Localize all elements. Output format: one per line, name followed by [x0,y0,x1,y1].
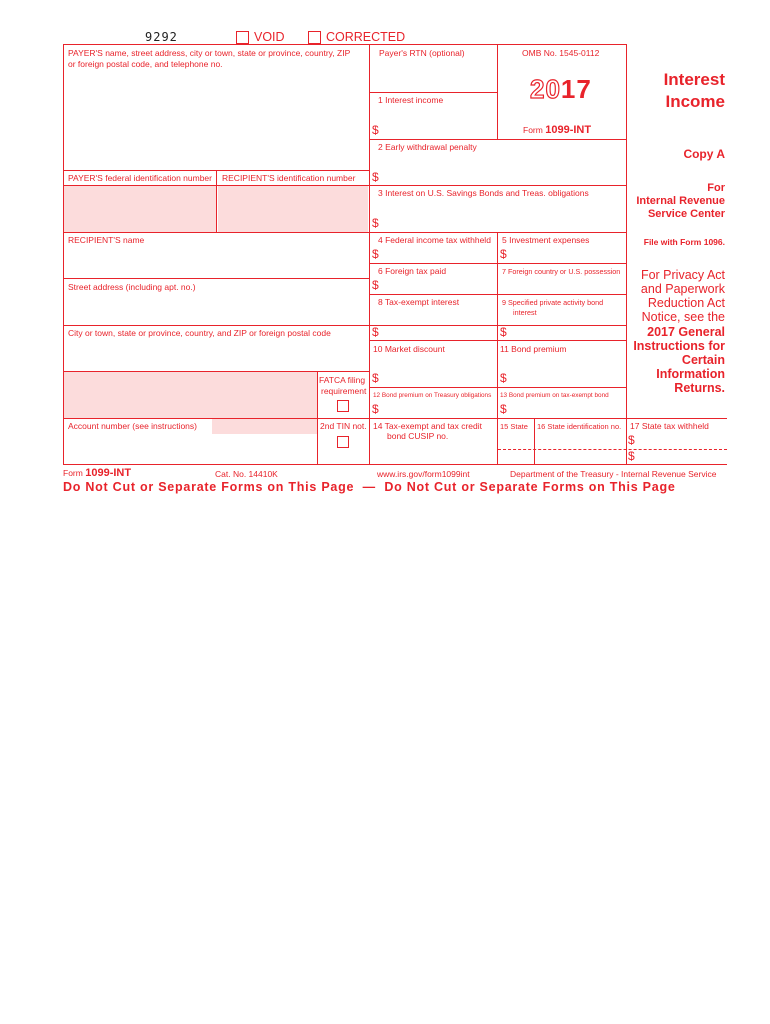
box-7-label: 7 Foreign country or U.S. possession [502,267,621,276]
payer-tin-field[interactable] [64,186,216,232]
file-with-label: File with Form 1096. [643,237,725,247]
privacy-line-2: and Paperwork [640,282,725,296]
rule [369,44,370,464]
footer-form-prefix: Form [63,468,83,478]
payer-name-label-2: or foreign postal code, and telephone no. [68,59,223,69]
box-2-dollar[interactable]: $ [372,170,379,184]
do-not-cut-warning: Do Not Cut or Separate Forms on This Page — Do Not Cut or Separate Forms on This Page [63,480,676,494]
irs-url: www.irs.gov/form1099int [377,469,470,479]
form-name [523,124,591,137]
corrected-label: CORRECTED [326,30,406,44]
box-2-label: 2 Early withdrawal penalty [378,142,477,152]
box-17-label: 17 State tax withheld [630,421,709,431]
privacy-line-3: Reduction Act [647,296,725,310]
rule [216,170,217,232]
box-9-label-2: interest [513,308,537,317]
state-divider [498,449,727,450]
form-code: 9292 [145,30,178,44]
privacy-line-7: Certain [681,353,725,367]
rule [369,340,627,341]
rule [63,325,627,326]
box-5-dollar[interactable]: $ [500,247,507,261]
recipient-tin-field[interactable] [218,186,368,232]
footer-form-name [63,467,131,479]
rule [497,232,498,464]
rule [369,185,627,186]
box-16-label: 16 State identification no. [537,422,622,431]
box-3-label: 3 Interest on U.S. Savings Bonds and Treas. obligations [378,188,589,198]
rule [63,371,369,372]
fatca-label: FATCA filing [319,375,366,385]
box-3-dollar[interactable]: $ [372,216,379,230]
recipient-id-label: RECIPIENT'S identification number [222,173,356,183]
box-12-dollar[interactable]: $ [372,402,379,416]
title-line-1: Interest [663,70,725,89]
rule-left [63,44,64,464]
shaded-block [64,372,317,418]
payer-fed-id-label: PAYER'S federal identification number [68,173,212,183]
box-5-label: 5 Investment expenses [502,235,590,245]
payer-rtn-label: Payer's RTN (optional) [379,48,465,58]
box-8-label: 8 Tax-exempt interest [378,297,460,307]
for-line-2: Internal Revenue [636,195,725,207]
box-17-dollar-1[interactable]: $ [628,433,635,447]
catalog-number: Cat. No. 14410K [215,469,278,479]
rule [63,232,627,233]
box-9-label: 9 Specified private activity bond [502,298,604,307]
for-line-1: For [707,182,725,194]
box-11-label: 11 Bond premium [500,344,567,354]
city-label: City or town, state or province, country, and ZIP or foreign postal code [68,328,331,338]
rule [369,387,627,388]
box-4-label: 4 Federal income tax withheld [378,235,491,245]
street-address-label: Street address (including apt. no.) [68,282,196,292]
rule-bottom [63,464,727,465]
box-17-dollar-2[interactable]: $ [628,449,635,463]
box-12-label: 12 Bond premium on Treasury obligations [373,392,492,399]
box-14-label-2: bond CUSIP no. [387,431,449,441]
copy-label: Copy A [683,147,725,161]
year-bold: 17 [560,74,592,104]
box-13-dollar[interactable]: $ [500,402,507,416]
box-1-label: 1 Interest income [378,95,444,105]
account-number-label: Account number (see instructions) [68,421,197,431]
recipient-name-label: RECIPIENT'S name [68,235,145,245]
box-6-dollar[interactable]: $ [372,278,379,292]
privacy-line-6: Instructions for [633,339,725,353]
second-tin-label: 2nd TIN not. [320,421,367,431]
account-number-field[interactable] [212,419,317,434]
payer-name-label: PAYER'S name, street address, city or town, state or province, country, ZIP [68,48,351,58]
rule-top [63,44,627,45]
tax-year [530,74,592,104]
box-15-label: 15 State [500,422,528,431]
box-10-label: 10 Market discount [373,344,445,354]
corrected-checkbox[interactable] [308,31,321,44]
rule [63,418,627,419]
form-prefix: Form [523,125,543,135]
rule [369,139,627,140]
privacy-line-1: For Privacy Act [640,268,725,282]
box-13-label: 13 Bond premium on tax-exempt bond [500,392,609,399]
box-8-dollar[interactable]: $ [372,325,379,339]
box-11-dollar[interactable]: $ [500,371,507,385]
void-checkbox[interactable] [236,31,249,44]
footer-form-number: 1099-INT [85,467,132,479]
privacy-line-5: 2017 General [647,325,725,339]
rule [534,418,535,464]
rule [317,371,318,464]
for-line-3: Service Center [647,208,725,220]
void-label: VOID [254,30,285,44]
box-9-dollar[interactable]: $ [500,325,507,339]
box-1-dollar[interactable]: $ [372,123,379,137]
year-outline: 20 [530,74,561,104]
rule [369,92,497,93]
rule [627,418,727,419]
fatca-label-2: requirement [321,386,367,396]
box-4-dollar[interactable]: $ [372,247,379,261]
box-6-label: 6 Foreign tax paid [378,266,447,276]
privacy-line-4: Notice, see the [641,310,725,324]
form-number: 1099-INT [545,124,592,136]
box-14-label: 14 Tax-exempt and tax credit [373,421,482,431]
box-10-dollar[interactable]: $ [372,371,379,385]
fatca-checkbox[interactable] [337,400,349,412]
rule [369,294,627,295]
privacy-line-8: Information [656,367,725,381]
title-line-2: Income [665,92,725,111]
rule [63,278,369,279]
second-tin-checkbox[interactable] [337,436,349,448]
omb-number: OMB No. 1545-0112 [522,48,600,58]
rule [497,44,498,139]
rule [369,263,627,264]
privacy-line-9: Returns. [674,381,725,395]
department-label: Department of the Treasury - Internal Revenue Service [510,469,717,479]
